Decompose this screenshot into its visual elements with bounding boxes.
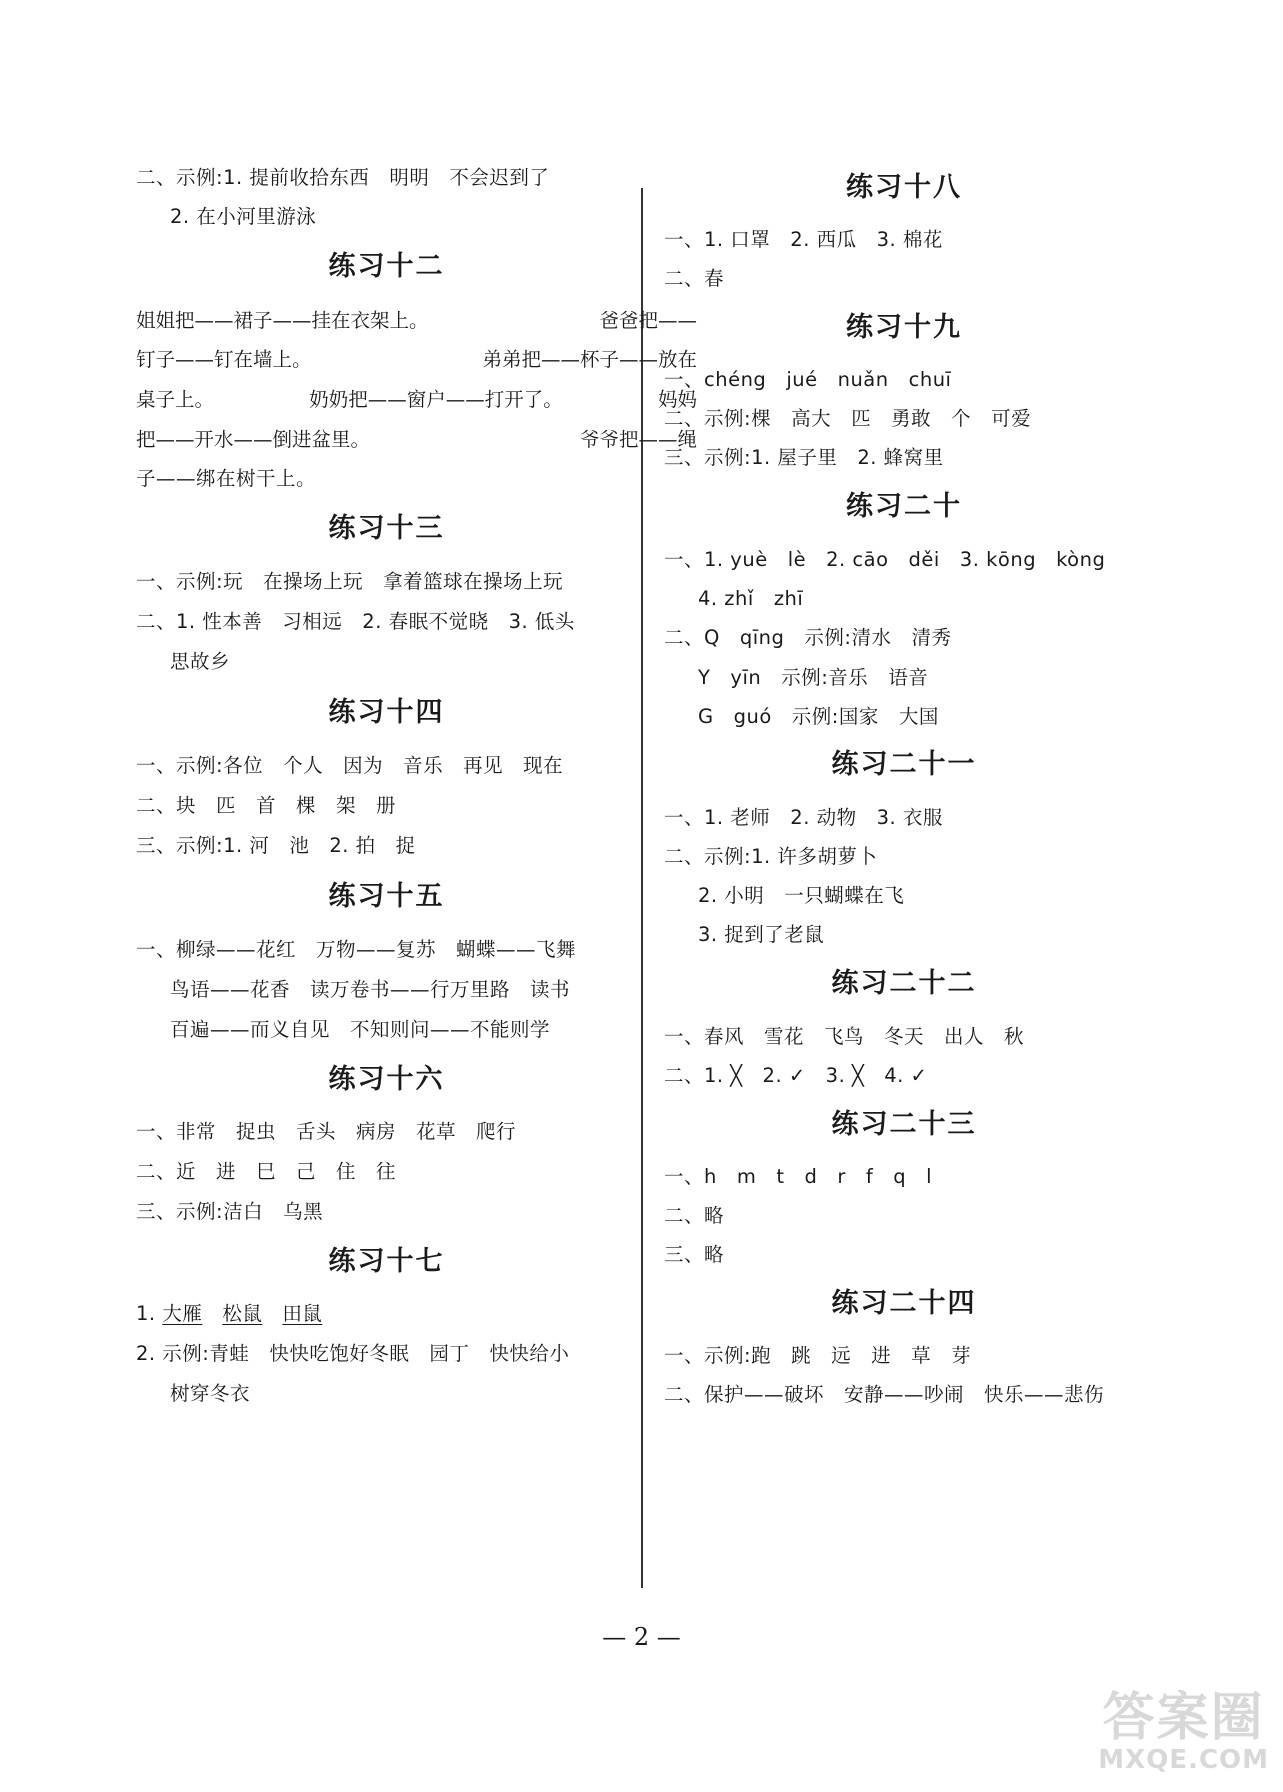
- answer-line: 2. 小明 一只蝴蝶在飞: [698, 884, 905, 907]
- text-segment: 桌子上。: [136, 388, 215, 411]
- underlined-word: 田鼠: [282, 1302, 323, 1325]
- text-segment: 弟弟把——杯子——放在: [482, 348, 697, 371]
- watermark-logo: [1098, 1690, 1269, 1774]
- answer-line: Y yīn 示例:音乐 语音: [698, 666, 929, 689]
- answer-line: 一、1. 老师 2. 动物 3. 衣服: [664, 806, 943, 829]
- answer-line: 二、近 进 巳 己 住 往: [136, 1160, 397, 1183]
- answer-line: 一、h m t d r f q l: [664, 1165, 933, 1188]
- section-title-20: 练习二十: [846, 491, 962, 522]
- section-title-14: 练习十四: [328, 697, 445, 728]
- answer-line: 二、1. ╳ 2. ✓ 3. ╳ 4. ✓: [664, 1064, 928, 1087]
- underlined-word: 松鼠: [222, 1302, 263, 1325]
- answer-line: 一、chéng jué nuǎn chuī: [664, 368, 952, 391]
- answer-line: 二、示例:1. 提前收拾东西 明明 不会迟到了: [136, 166, 550, 189]
- text-segment: 钉子——钉在墙上。: [136, 348, 312, 371]
- text-segment: 妈妈: [657, 388, 697, 411]
- answer-line: 一、示例:各位 个人 因为 音乐 再见 现在: [136, 754, 564, 777]
- answer-line: 三、示例:1. 河 池 2. 拍 捉: [136, 834, 416, 857]
- answer-line: 三、略: [664, 1243, 725, 1266]
- answer-line: 二、保护——破坏 安静——吵闹 快乐——悲伤: [664, 1383, 1105, 1406]
- answer-line: 鸟语——花香 读万卷书——行万里路 读书: [170, 978, 571, 1001]
- text-segment: 姐姐把——裙子——挂在衣架上。: [136, 309, 429, 332]
- answer-line: 二、春: [664, 267, 725, 290]
- answer-line: 一、非常 捉虫 舌头 病房 花草 爬行: [136, 1120, 517, 1143]
- paragraph-line: [136, 348, 697, 372]
- paragraph-line: [136, 428, 697, 452]
- answer-line: G guó 示例:国家 大国: [698, 705, 939, 728]
- answer-line: 一、1. yuè lè 2. cāo děi 3. kōng kòng: [664, 548, 1106, 571]
- answer-line: 二、略: [664, 1204, 725, 1227]
- watermark-url: MXQE.COM: [1098, 1745, 1269, 1775]
- answer-line: 2. 在小河里游泳: [170, 205, 317, 228]
- paragraph-line: [136, 309, 697, 333]
- section-title-15: 练习十五: [328, 881, 445, 912]
- underlined-word: 大雁: [162, 1302, 203, 1325]
- answer-line: 一、柳绿——花红 万物——复苏 蝴蝶——飞舞: [136, 938, 577, 961]
- answer-line: 树穿冬衣: [170, 1382, 251, 1405]
- answer-line: 一、示例:跑 跳 远 进 草 芽: [664, 1344, 972, 1367]
- text-segment: 爷爷把——绳: [579, 428, 697, 451]
- answer-line: [136, 1302, 322, 1326]
- section-title-19: 练习十九: [846, 312, 962, 343]
- answer-line: 三、示例:1. 屋子里 2. 蜂窝里: [664, 446, 944, 469]
- section-title-12: 练习十二: [328, 251, 445, 282]
- section-title-18: 练习十八: [846, 172, 962, 203]
- section-title-17: 练习十七: [328, 1246, 445, 1277]
- text-segment: 把——开水——倒进盆里。: [136, 428, 371, 451]
- paragraph-line: 子——绑在树干上。: [136, 467, 317, 490]
- answer-line: 一、示例:玩 在操场上玩 拿着篮球在操场上玩: [136, 570, 564, 593]
- answer-line: 3. 捉到了老鼠: [698, 923, 825, 946]
- answer-prefix: 1.: [136, 1302, 163, 1325]
- answer-line: 二、示例:棵 高大 匹 勇敢 个 可爱: [664, 407, 1032, 430]
- text-segment: 奶奶把——窗户——打开了。: [309, 388, 563, 411]
- section-title-13: 练习十三: [328, 513, 445, 544]
- answer-line: 三、示例:洁白 乌黑: [136, 1200, 324, 1223]
- watermark-text: 答案圈: [1102, 1688, 1265, 1748]
- paragraph-line: [136, 388, 697, 412]
- section-title-24: 练习二十四: [831, 1288, 977, 1319]
- text-segment: 爸爸把——: [599, 309, 697, 332]
- page-number: — 2 —: [602, 1623, 681, 1651]
- answer-line: 4. zhǐ zhī: [698, 587, 804, 610]
- section-title-16: 练习十六: [328, 1064, 445, 1095]
- answer-line: 二、块 匹 首 棵 架 册: [136, 794, 397, 817]
- answer-line: 二、Q qīng 示例:清水 清秀: [664, 626, 952, 649]
- answer-line: 2. 示例:青蛙 快快吃饱好冬眠 园丁 快快给小: [136, 1342, 570, 1365]
- answer-line: 思故乡: [170, 650, 231, 673]
- section-title-21: 练习二十一: [831, 749, 977, 780]
- section-title-23: 练习二十三: [831, 1109, 977, 1140]
- answer-line: 一、春风 雪花 飞鸟 冬天 出人 秋: [664, 1025, 1025, 1048]
- answer-line: 百遍——而义自见 不知则问——不能则学: [170, 1018, 551, 1041]
- answer-line: 二、1. 性本善 习相远 2. 春眠不觉晓 3. 低头: [136, 610, 575, 633]
- section-title-22: 练习二十二: [831, 968, 977, 999]
- answer-line: 一、1. 口罩 2. 西瓜 3. 棉花: [664, 228, 943, 251]
- answer-line: 二、示例:1. 许多胡萝卜: [664, 845, 878, 868]
